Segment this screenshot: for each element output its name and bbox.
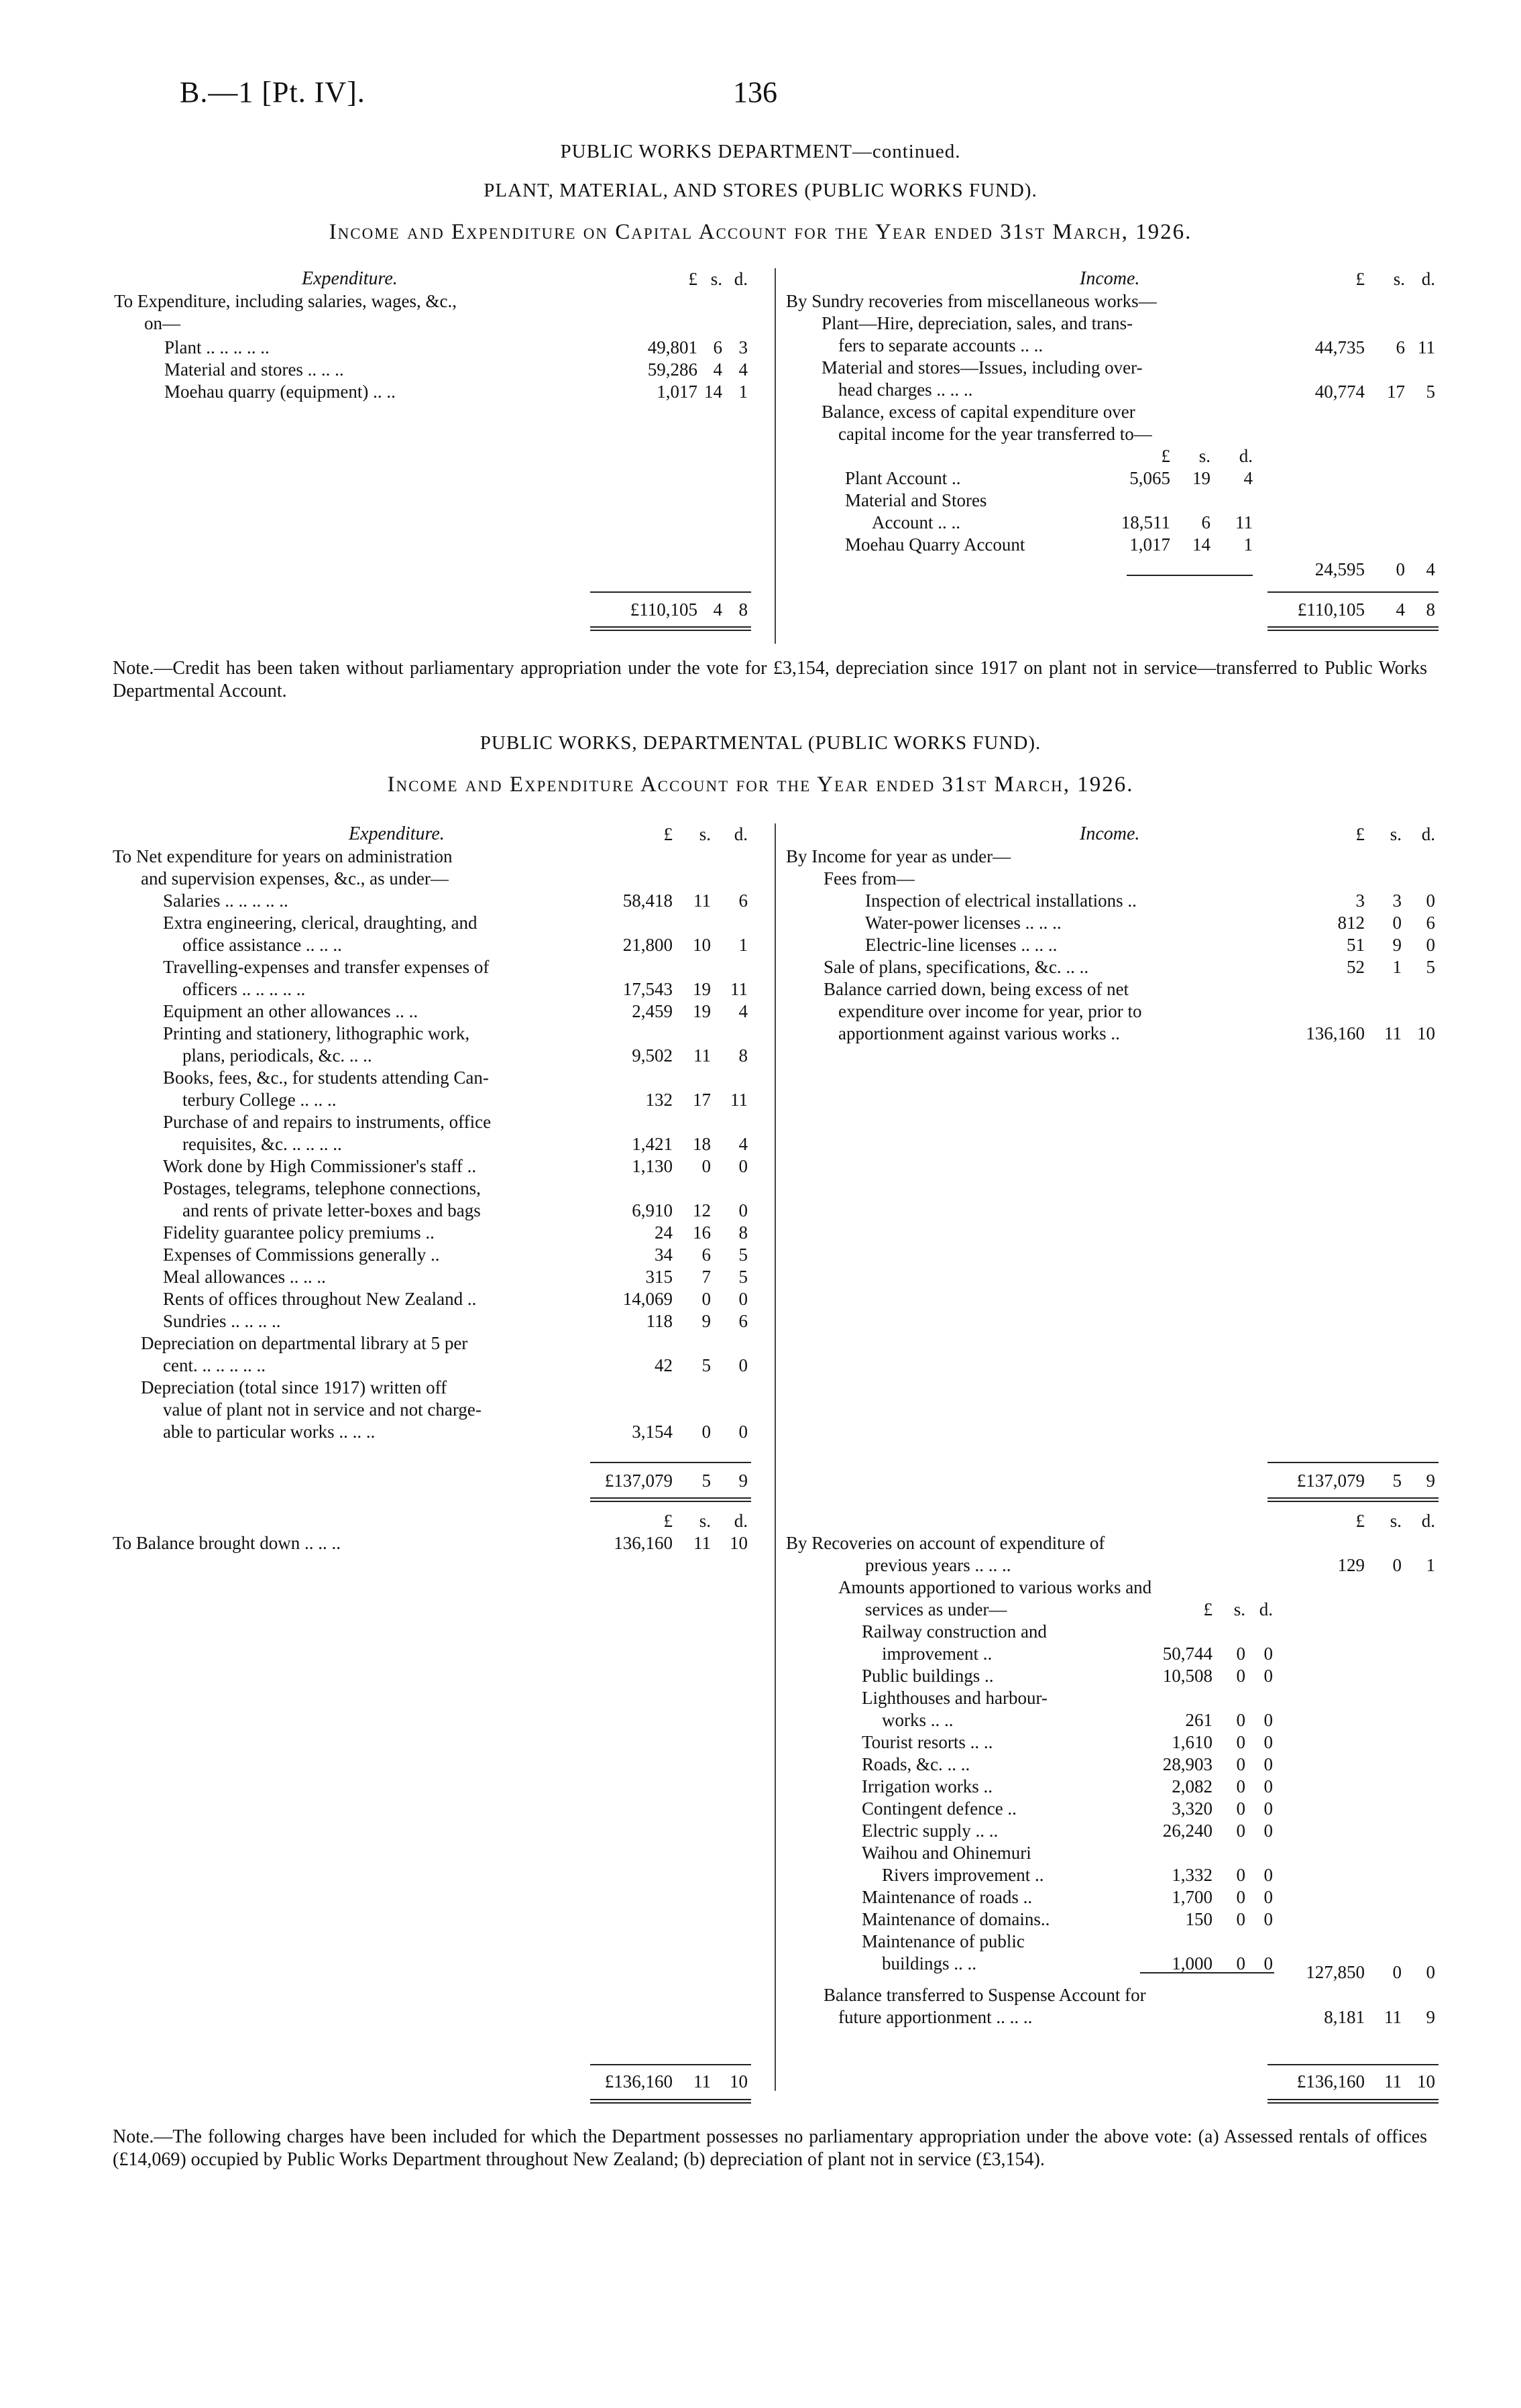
dept-apportioned-amount-pence: 0 (1263, 1754, 1273, 1774)
dept-apportioned-amount-pence: 0 (1263, 1732, 1273, 1752)
dept-apportioned-amount-pence: 0 (1263, 1909, 1273, 1929)
dept-balance-cd-label: apportionment against various works .. (838, 1023, 1120, 1043)
dept-exp-item-amount-pence: 8 (738, 1222, 748, 1243)
dept-apportioned-amount-shillings: 0 (1236, 1666, 1245, 1686)
dept-apportioned-label: Contingent defence .. (862, 1798, 1017, 1819)
dept-exp-item-amount-pence: 0 (738, 1289, 748, 1309)
dept-left-pound-head: £ (663, 824, 673, 844)
dept-exp-item-label: Expenses of Commissions generally .. (163, 1245, 440, 1265)
dept-exp-item-amount-pounds: 1,421 (632, 1134, 673, 1154)
dept-apportioned-amount-pence: 0 (1263, 1776, 1273, 1796)
dept-right-rule2 (1268, 1497, 1439, 1499)
dept-exp-item-amount-pounds: 6,910 (632, 1200, 673, 1220)
dept-apportion-d-head: d. (1259, 1599, 1273, 1619)
section-title-plant: PLANT, MATERIAL, AND STORES (PUBLIC WORKS FUND). (484, 180, 1037, 201)
dept-exp-item-amount-shillings: 12 (693, 1200, 711, 1220)
capital-transfer-total-pounds: 24,595 (1314, 559, 1365, 579)
dept-rec-pound-head: £ (1355, 1511, 1365, 1531)
capital-inc-line: fers to separate accounts .. .. (838, 335, 1044, 355)
dept-apportioned-label: Rivers improvement .. (882, 1865, 1044, 1885)
dept-apportioned-total-pounds: 127,850 (1306, 1962, 1365, 1982)
dept-apportion-s-head: s. (1233, 1599, 1245, 1619)
dept-bd-s-head: s. (699, 1511, 711, 1531)
capital-transfer-amount-shillings: 6 (1201, 512, 1210, 532)
dept-exp-item-amount-pence: 0 (738, 1156, 748, 1176)
dept-exp-item-amount-shillings: 17 (693, 1090, 711, 1110)
dept-divider (775, 823, 776, 2091)
dept-fee-amount-shillings: 9 (1392, 935, 1402, 955)
dept-exp-item-label: office assistance .. .. .. (182, 935, 342, 955)
capital-total-inc-pence: 8 (1426, 599, 1435, 620)
dept-exp-item-amount-pence: 4 (738, 1134, 748, 1154)
capital-inc-amount-pounds: 40,774 (1314, 382, 1365, 402)
capital-inc-amount-shillings: 6 (1396, 337, 1405, 357)
capital-exp-line: To Expenditure, including salaries, wages, &c., (114, 291, 457, 311)
dept-apportioned-total-pence: 0 (1426, 1962, 1435, 1982)
dept-fee-amount-pounds: 3 (1355, 891, 1365, 911)
dept-exp-item-amount-shillings: 18 (693, 1134, 711, 1154)
dept-exp-extra-label: Depreciation on departmental library at 5 per (141, 1333, 468, 1353)
capital-left-rule-bottom2 (590, 630, 751, 631)
dept-fee-amount-shillings: 3 (1392, 891, 1402, 911)
dept-apportioned-amount-pounds: 1,000 (1172, 1953, 1213, 1973)
dept-apportioned-amount-shillings: 0 (1236, 1644, 1245, 1664)
dept-fee-label: Electric-line licenses .. .. .. (865, 935, 1058, 955)
dept-apportioned-amount-shillings: 0 (1236, 1909, 1245, 1929)
dept-exp-item-amount-pounds: 34 (655, 1245, 673, 1265)
dept-exp-extra-amount-shillings: 5 (701, 1355, 711, 1375)
dept-inc-line: Fees from— (824, 868, 915, 888)
dept-recoveries-label: By Recoveries on account of expenditure of (786, 1533, 1105, 1553)
capital-inc-line: capital income for the year transferred to— (838, 424, 1152, 444)
dept-apportioned-amount-shillings: 0 (1236, 1865, 1245, 1885)
dept-balance-cd-amount-pence: 10 (1417, 1023, 1435, 1043)
capital-right-rule-top (1268, 591, 1439, 593)
dept-apportioned-amount-pence: 0 (1263, 1644, 1273, 1664)
dept-total-inc-pence: 9 (1426, 1471, 1435, 1491)
dept-exp-item-amount-shillings: 0 (701, 1289, 711, 1309)
page-header-ref: B.—1 [Pt. IV]. (180, 76, 365, 109)
dept-exp-item-label: Extra engineering, clerical, draughting, and (163, 913, 477, 933)
capital-total-inc-shillings: 4 (1396, 599, 1405, 620)
capital-right-rule-bottom2 (1268, 630, 1439, 631)
dept-fee-label: Water-power licenses .. .. .. (865, 913, 1062, 933)
dept-exp-extra-label: Depreciation (total since 1917) written off (141, 1377, 447, 1397)
dept-exp-item-amount-shillings: 16 (693, 1222, 711, 1243)
dept-exp-item-label: Books, fees, &c., for students attending Can- (163, 1068, 489, 1088)
dept-apportioned-label: Tourist resorts .. .. (862, 1732, 993, 1752)
dept-fee-amount-pence: 0 (1426, 935, 1435, 955)
dept-exp-item-amount-pounds: 17,543 (622, 979, 673, 999)
capital-inc-line: head charges .. .. .. (838, 380, 973, 400)
capital-transfer-s-head: s. (1198, 446, 1210, 466)
dept-exp-item-amount-pence: 8 (738, 1045, 748, 1066)
dept-left-rule4 (590, 2099, 751, 2100)
dept-apportioned-intro: Amounts apportioned to various works and (838, 1577, 1152, 1597)
dept-apportioned-amount-pence: 0 (1263, 1821, 1273, 1841)
dept-exp-item-label: Postages, telegrams, telephone connections, (163, 1178, 481, 1198)
capital-exp-amount-pence: 1 (738, 382, 748, 402)
dept-exp-item-amount-shillings: 19 (693, 1001, 711, 1021)
dept-total-inc-pounds: £137,079 (1296, 1471, 1365, 1491)
dept-apportioned-label: Railway construction and (862, 1621, 1047, 1642)
dept-recoveries-amount-pounds: 129 (1337, 1555, 1365, 1575)
capital-transfer-label: Account .. .. (872, 512, 960, 532)
section-subtitle-departmental: Income and Expenditure Account for the Year ended 31st March, 1926. (387, 772, 1134, 797)
dept-rec-s-head: s. (1390, 1511, 1402, 1531)
dept-exp-item-amount-pence: 11 (730, 979, 748, 999)
dept-exp-intro: To Net expenditure for years on administration (113, 846, 453, 866)
capital-inc-amount-pounds: 44,735 (1314, 337, 1365, 357)
dept-exp-item-amount-shillings: 0 (701, 1156, 711, 1176)
dept-total-exp-pounds: £137,079 (604, 1471, 673, 1491)
dept-exp-item-label: Purchase of and repairs to instruments, office (163, 1112, 492, 1132)
capital-transfer-total-pence: 4 (1426, 559, 1435, 579)
capital-transfer-d-head: d. (1239, 446, 1253, 466)
dept-exp-item-amount-shillings: 19 (693, 979, 711, 999)
dept-exp-item-label: Fidelity guarantee policy premiums .. (163, 1222, 435, 1243)
dept-apportioned-amount-pounds: 3,320 (1172, 1798, 1213, 1819)
dept-right-rule2b (1268, 1501, 1439, 1502)
dept-exp-item-amount-shillings: 11 (693, 1045, 711, 1066)
dept-exp-item-label: Sundries .. .. .. .. (163, 1311, 281, 1331)
dept-apportion-pound-head: £ (1203, 1599, 1213, 1619)
dept-apportioned-label: Maintenance of domains.. (862, 1909, 1050, 1929)
capital-exp-amount-pounds: 1,017 (657, 382, 697, 402)
dept-bd-pound-head: £ (663, 1511, 673, 1531)
dept-right-d-head: d. (1421, 824, 1435, 844)
dept-left-rule2b (590, 1501, 751, 1502)
dept-suspense-label: Balance transferred to Suspense Account for (824, 1985, 1146, 2005)
dept-total-exp-shillings: 5 (701, 1471, 711, 1491)
dept-exp-item-amount-shillings: 6 (701, 1245, 711, 1265)
dept-bd-amount-shillings: 11 (693, 1533, 711, 1553)
dept-exp-item-amount-shillings: 9 (701, 1311, 711, 1331)
dept-apportioned-amount-pence: 0 (1263, 1710, 1273, 1730)
dept-exp-item-amount-pounds: 9,502 (632, 1045, 673, 1066)
dept-apportioned-amount-shillings: 0 (1236, 1798, 1245, 1819)
capital-transfer-label: Moehau Quarry Account (845, 534, 1025, 555)
capital-inc-amount-pence: 5 (1426, 382, 1435, 402)
section-title-dept: PUBLIC WORKS DEPARTMENT—continued. (560, 141, 961, 162)
dept-total-inc-shillings: 5 (1392, 1471, 1402, 1491)
dept-exp-item-label: Travelling-expenses and transfer expenses of (163, 957, 490, 977)
capital-transfer-rule (1127, 575, 1253, 576)
dept-total-exp-pence: 9 (738, 1471, 748, 1491)
dept-apportioned-label: Public buildings .. (862, 1666, 994, 1686)
capital-left-rule-top (590, 591, 751, 593)
dept-right-s-head: s. (1390, 824, 1402, 844)
dept-apportioned-label: Lighthouses and harbour- (862, 1688, 1048, 1708)
capital-inc-line: Balance, excess of capital expenditure over (822, 402, 1135, 422)
dept-apportioned-amount-pounds: 1,332 (1172, 1865, 1213, 1885)
dept-exp-item-amount-pounds: 1,130 (632, 1156, 673, 1176)
dept-left-s-head: s. (699, 824, 711, 844)
dept-bd-amount-pence: 10 (730, 1533, 748, 1553)
dept-expenditure-head: Expenditure. (349, 823, 445, 844)
dept-fee-amount-pence: 6 (1426, 913, 1435, 933)
dept-bd-amount-pounds: 136,160 (614, 1533, 673, 1553)
dept-exp-extra-label: able to particular works .. .. .. (163, 1422, 376, 1442)
dept-exp-item-amount-pounds: 132 (645, 1090, 673, 1110)
capital-income-head: Income. (1080, 268, 1140, 289)
dept-exp-item-label: terbury College .. .. .. (182, 1090, 337, 1110)
dept-exp-item-amount-pence: 11 (730, 1090, 748, 1110)
capital-right-pound-head: £ (1355, 269, 1365, 289)
dept-apportioned-label: works .. .. (882, 1710, 954, 1730)
dept-fee-amount-pounds: 51 (1347, 935, 1365, 955)
dept-apportioned-amount-shillings: 0 (1236, 1953, 1245, 1973)
dept-exp-item-label: Equipment an other allowances .. .. (163, 1001, 418, 1021)
capital-transfer-amount-pence: 1 (1243, 534, 1253, 555)
dept-apportioned-label: Maintenance of roads .. (862, 1887, 1033, 1907)
capital-exp-item: Moehau quarry (equipment) .. .. (164, 382, 396, 402)
dept-apportioned-label: Roads, &c. .. .. (862, 1754, 970, 1774)
capital-inc-amount-pence: 11 (1418, 337, 1435, 357)
dept-exp-item-amount-pence: 5 (738, 1245, 748, 1265)
dept-exp-item-amount-pence: 6 (738, 1311, 748, 1331)
capital-total-exp-shillings: 4 (713, 599, 722, 620)
capital-transfer-amount-pence: 11 (1235, 512, 1253, 532)
capital-inc-line: Plant—Hire, depreciation, sales, and trans- (822, 313, 1133, 333)
dept-fee-amount-shillings: 0 (1392, 913, 1402, 933)
dept-total2-exp-pence: 10 (730, 2071, 748, 2091)
dept-apportioned-label: improvement .. (882, 1644, 993, 1664)
dept-apportioned-amount-shillings: 0 (1236, 1754, 1245, 1774)
capital-transfer-pound-head: £ (1161, 446, 1170, 466)
capital-exp-amount-shillings: 4 (713, 359, 722, 380)
dept-apportioned-amount-pounds: 26,240 (1162, 1821, 1213, 1841)
dept-exp-extra-label: cent. .. .. .. .. .. (163, 1355, 266, 1375)
dept-apportioned-amount-shillings: 0 (1236, 1732, 1245, 1752)
dept-sale-amount-pounds: 52 (1347, 957, 1365, 977)
dept-apportioned-amount-shillings: 0 (1236, 1887, 1245, 1907)
dept-exp-item-amount-pounds: 2,459 (632, 1001, 673, 1021)
dept-inc-line: By Income for year as under— (786, 846, 1011, 866)
dept-right-rule1 (1268, 1462, 1439, 1463)
dept-fee-amount-pence: 0 (1426, 891, 1435, 911)
dept-apportioned-label: buildings .. .. (882, 1953, 977, 1973)
dept-exp-item-amount-pence: 1 (738, 935, 748, 955)
dept-right-rule3 (1268, 2064, 1439, 2065)
dept-exp-intro: and supervision expenses, &c., as under— (141, 868, 449, 888)
capital-exp-amount-shillings: 6 (713, 337, 722, 357)
dept-left-rule4b (590, 2102, 751, 2104)
capital-transfer-amount-pounds: 5,065 (1129, 468, 1170, 488)
dept-apportioned-amount-pounds: 2,082 (1172, 1776, 1213, 1796)
dept-bd-d-head: d. (734, 1511, 748, 1531)
capital-left-rule-bottom (590, 626, 751, 628)
dept-apportioned-amount-shillings: 0 (1236, 1776, 1245, 1796)
capital-inc-line: By Sundry recoveries from miscellaneous works— (786, 291, 1157, 311)
dept-suspense-amount-shillings: 11 (1384, 2007, 1402, 2027)
dept-apportioned-total-shillings: 0 (1392, 1962, 1402, 1982)
dept-exp-item-label: plans, periodicals, &c. .. .. (182, 1045, 372, 1066)
capital-transfer-label: Material and Stores (845, 490, 987, 510)
dept-exp-item-amount-shillings: 11 (693, 891, 711, 911)
dept-apportioned-amount-pounds: 50,744 (1162, 1644, 1213, 1664)
dept-exp-item-amount-pounds: 14,069 (622, 1289, 673, 1309)
dept-sale-amount-pence: 5 (1426, 957, 1435, 977)
dept-left-rule1 (590, 1462, 751, 1463)
capital-inc-amount-shillings: 17 (1387, 382, 1405, 402)
dept-exp-item-label: Meal allowances .. .. .. (163, 1267, 326, 1287)
capital-transfer-amount-shillings: 19 (1192, 468, 1210, 488)
dept-recoveries-amount-pence: 1 (1426, 1555, 1435, 1575)
dept-apportioned-label: Maintenance of public (862, 1931, 1025, 1951)
dept-bd-label: To Balance brought down .. .. .. (113, 1533, 341, 1553)
dept-suspense-amount-pence: 9 (1426, 2007, 1435, 2027)
dept-exp-item-amount-pence: 6 (738, 891, 748, 911)
capital-exp-amount-pence: 3 (738, 337, 748, 357)
section-title-departmental: PUBLIC WORKS, DEPARTMENTAL (PUBLIC WORKS FUND). (480, 732, 1041, 754)
dept-exp-extra-label: value of plant not in service and not charge- (163, 1399, 482, 1420)
dept-exp-item-amount-pounds: 21,800 (622, 935, 673, 955)
capital-transfer-label: Plant Account .. (845, 468, 961, 488)
dept-apportioned-amount-pounds: 28,903 (1162, 1754, 1213, 1774)
dept-apportioned-amount-shillings: 0 (1236, 1821, 1245, 1841)
capital-divider (775, 268, 776, 644)
dept-right-rule4b (1268, 2102, 1439, 2104)
dept-apportioned-amount-pence: 0 (1263, 1865, 1273, 1885)
dept-total2-exp-pounds: £136,160 (604, 2071, 673, 2091)
dept-fee-amount-pounds: 812 (1337, 913, 1365, 933)
capital-expenditure-head: Expenditure. (302, 268, 398, 289)
dept-income-head: Income. (1080, 823, 1140, 844)
dept-recoveries-label: previous years .. .. .. (865, 1555, 1011, 1575)
dept-balance-cd-amount-pounds: 136,160 (1306, 1023, 1365, 1043)
dept-apportioned-amount-pounds: 261 (1185, 1710, 1213, 1730)
dept-left-rule3 (590, 2064, 751, 2065)
capital-total-exp-pence: 8 (738, 599, 748, 620)
dept-apportioned-label: Waihou and Ohinemuri (862, 1843, 1031, 1863)
dept-suspense-amount-pounds: 8,181 (1324, 2007, 1365, 2027)
capital-left-pound-head: £ (688, 269, 697, 289)
capital-total-inc-pounds: £110,105 (1297, 599, 1365, 620)
dept-exp-item-label: officers .. .. .. .. .. (182, 979, 306, 999)
dept-left-d-head: d. (734, 824, 748, 844)
capital-exp-amount-pence: 4 (738, 359, 748, 380)
capital-right-s-head: s. (1393, 269, 1405, 289)
capital-transfer-amount-pounds: 1,017 (1129, 534, 1170, 555)
dept-apportioned-intro: services as under— (865, 1599, 1007, 1619)
dept-exp-item-label: and rents of private letter-boxes and bags (182, 1200, 481, 1220)
dept-apportioned-amount-pence: 0 (1263, 1887, 1273, 1907)
dept-exp-item-amount-pence: 0 (738, 1200, 748, 1220)
capital-exp-amount-shillings: 14 (704, 382, 722, 402)
dept-sale-label: Sale of plans, specifications, &c. .. .. (824, 957, 1089, 977)
dept-balance-cd-amount-shillings: 11 (1384, 1023, 1402, 1043)
dept-suspense-label: future apportionment .. .. .. (838, 2007, 1033, 2027)
dept-sale-amount-shillings: 1 (1392, 957, 1402, 977)
capital-transfer-amount-pence: 4 (1243, 468, 1253, 488)
dept-apportioned-label: Electric supply .. .. (862, 1821, 999, 1841)
dept-exp-item-amount-pence: 5 (738, 1267, 748, 1287)
section-subtitle-plant: Income and Expenditure on Capital Account for the Year ended 31st March, 1926. (329, 220, 1192, 244)
capital-exp-item: Plant .. .. .. .. .. (164, 337, 270, 357)
dept-right-rule4 (1268, 2099, 1439, 2100)
dept-recoveries-amount-shillings: 0 (1392, 1555, 1402, 1575)
dept-left-rule2 (590, 1497, 751, 1499)
dept-total2-inc-pence: 10 (1417, 2071, 1435, 2091)
dept-right-pound-head: £ (1355, 824, 1365, 844)
dept-exp-item-label: Rents of offices throughout New Zealand .. (163, 1289, 477, 1309)
dept-apportioned-amount-pence: 0 (1263, 1798, 1273, 1819)
dept-exp-extra-amount-pounds: 3,154 (632, 1422, 673, 1442)
dept-balance-cd-label: Balance carried down, being excess of net (824, 979, 1129, 999)
dept-exp-item-amount-pence: 4 (738, 1001, 748, 1021)
page-number: 136 (733, 76, 777, 109)
capital-exp-item: Material and stores .. .. .. (164, 359, 344, 380)
dept-exp-item-amount-pounds: 24 (655, 1222, 673, 1243)
dept-apportioned-amount-shillings: 0 (1236, 1710, 1245, 1730)
capital-transfer-amount-shillings: 14 (1192, 534, 1210, 555)
capital-total-exp-pounds: £110,105 (630, 599, 697, 620)
capital-exp-amount-pounds: 59,286 (647, 359, 697, 380)
dept-apportioned-label: Irrigation works .. (862, 1776, 993, 1796)
dept-apportioned-amount-pounds: 1,610 (1172, 1732, 1213, 1752)
dept-apportioned-amount-pounds: 10,508 (1162, 1666, 1213, 1686)
dept-apportioned-amount-pounds: 1,700 (1172, 1887, 1213, 1907)
capital-inc-line: Material and stores—Issues, including over- (822, 357, 1143, 378)
dept-exp-extra-amount-shillings: 0 (701, 1422, 711, 1442)
dept-exp-item-label: Salaries .. .. .. .. .. (163, 891, 288, 911)
note-departmental: Note.—The following charges have been included for which the Department possesses no parliamentary appropriation under the above vote: (a) Assessed rentals of offices (£14,069) occupied by Public Works Department throughout New Zealand; (b) depreciation of plant not in service (£3,154). (113, 2126, 1427, 2170)
dept-exp-extra-amount-pence: 0 (738, 1422, 748, 1442)
dept-exp-extra-amount-pence: 0 (738, 1355, 748, 1375)
dept-balance-cd-label: expenditure over income for year, prior to (838, 1001, 1142, 1021)
dept-apportioned-amount-pence: 0 (1263, 1666, 1273, 1686)
dept-exp-item-label: requisites, &c. .. .. .. .. (182, 1134, 342, 1154)
dept-exp-item-amount-pounds: 58,418 (622, 891, 673, 911)
dept-exp-item-label: Printing and stationery, lithographic work, (163, 1023, 470, 1043)
capital-right-rule-bottom (1268, 626, 1439, 628)
dept-total2-inc-shillings: 11 (1384, 2071, 1402, 2091)
capital-left-d-head: d. (734, 269, 748, 289)
dept-exp-extra-amount-pounds: 42 (655, 1355, 673, 1375)
dept-exp-item-amount-pounds: 118 (646, 1311, 673, 1331)
dept-exp-item-amount-shillings: 7 (701, 1267, 711, 1287)
capital-exp-line: on— (144, 313, 180, 333)
dept-fee-label: Inspection of electrical installations .. (865, 891, 1137, 911)
capital-right-d-head: d. (1421, 269, 1435, 289)
dept-total2-inc-pounds: £136,160 (1296, 2071, 1365, 2091)
dept-exp-item-amount-shillings: 10 (693, 935, 711, 955)
capital-transfer-total-shillings: 0 (1396, 559, 1405, 579)
dept-apportioned-amount-pounds: 150 (1185, 1909, 1213, 1929)
note-capital: Note.—Credit has been taken without parliamentary appropriation under the vote for £3,154, depreciation since 1917 on plant not in service—transferred to Public Works Departmental Account. (113, 658, 1427, 701)
capital-exp-amount-pounds: 49,801 (647, 337, 697, 357)
dept-exp-item-label: Work done by High Commissioner's staff .. (163, 1156, 477, 1176)
dept-exp-item-amount-pounds: 315 (645, 1267, 673, 1287)
capital-transfer-amount-pounds: 18,511 (1121, 512, 1170, 532)
dept-apportioned-amount-pence: 0 (1263, 1953, 1273, 1973)
dept-total2-exp-shillings: 11 (693, 2071, 711, 2091)
dept-rec-d-head: d. (1421, 1511, 1435, 1531)
capital-left-s-head: s. (710, 269, 722, 289)
